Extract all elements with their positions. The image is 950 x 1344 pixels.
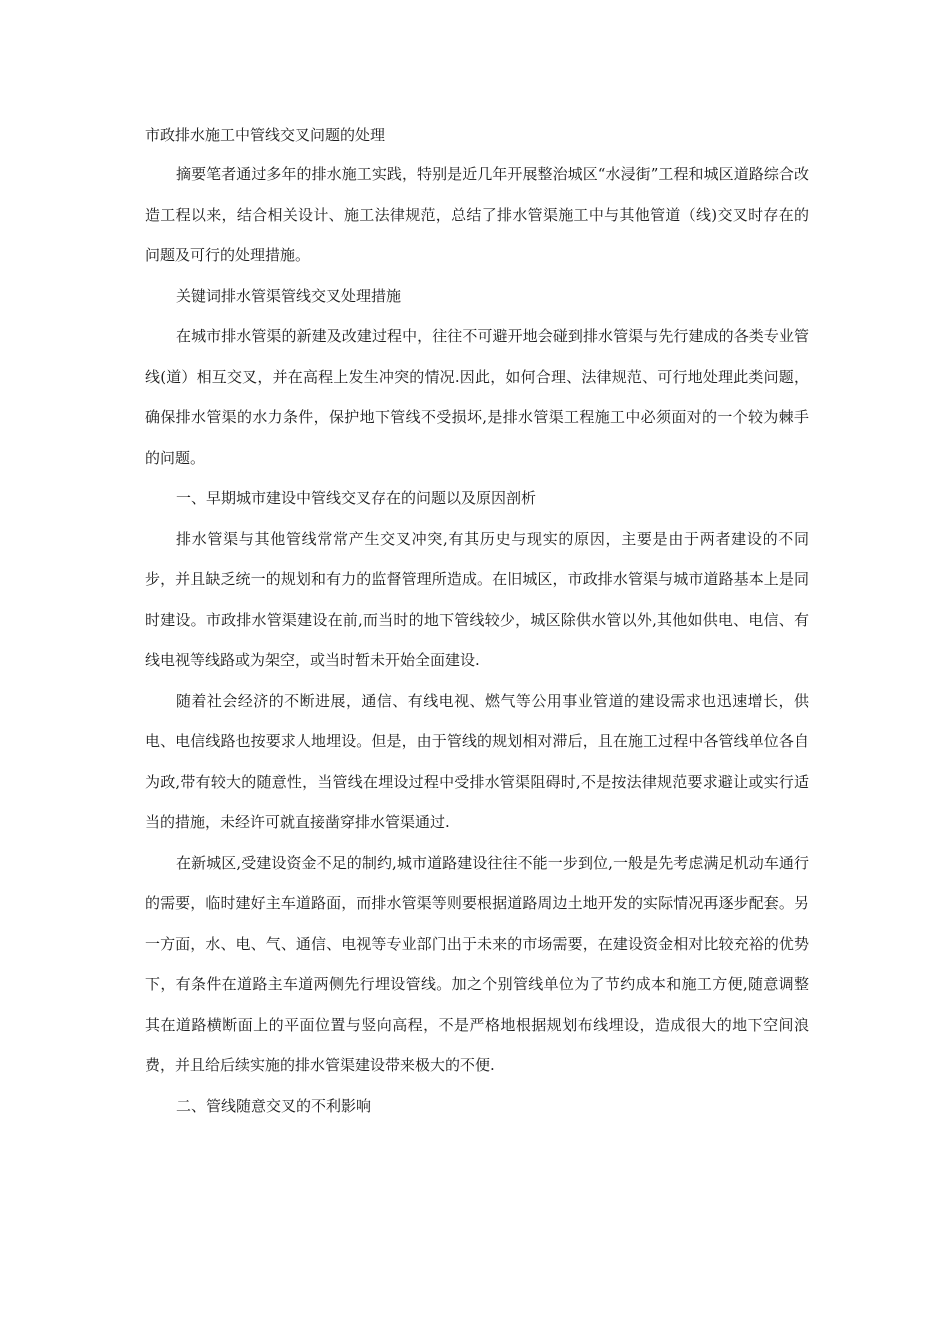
document-title: 市政排水施工中管线交叉问题的处理 — [145, 126, 386, 144]
keywords-paragraph: 关键词排水管渠管线交叉处理措施 — [176, 286, 402, 305]
abstract-paragraph: 摘要笔者通过多年的排水施工实践，特别是近几年开展整治城区“水浸街”工程和城区道路综合改造工程以来，结合相关设计、施工法律规范，总结了排水管渠施工中与其他管道（线)交叉时存在的问题及可行的处理措施。 — [145, 165, 809, 264]
document-page — [145, 122, 809, 1126]
section-1-paragraph-2: 随着社会经济的不断进展，通信、有线电视、燃气等公用事业管道的建设需求也迅速增长，供电、电信线路也按要求人地埋设。但是，由于管线的规划相对滞后，且在施工过程中各管线单位各自为政,带有较大的随意性，当管线在埋设过程中受排水管渠阻碍时,不是按法律规范要求避让或实行适当的措施，未经许可就直接凿穿排水管渠通过. — [145, 691, 809, 831]
section-2-heading: 二、管线随意交叉的不利影响 — [176, 1096, 372, 1115]
section-1-paragraph-1: 排水管渠与其他管线常常产生交叉冲突,有其历史与现实的原因，主要是由于两者建设的不同步，并且缺乏统一的规划和有力的监督管理所造成。在旧城区，市政排水管渠与城市道路基本上是同时建设。市政排水管渠建设在前,而当时的地下管线较少，城区除供水管以外,其他如供电、电信、有线电视等线路或为架空，或当时暂未开始全面建设. — [145, 529, 809, 669]
section-1-paragraph-3: 在新城区,受建设资金不足的制约,城市道路建设往往不能一步到位,一般是先考虑满足机动车通行的需要，临时建好主车道路面，而排水管渠等则要根据道路周边土地开发的实际情况再逐步配套。另一方面，水、电、气、通信、电视等专业部门出于未来的市场需要，在建设资金相对比较充裕的优势下，有条件在道路主车道两侧先行埋设管线。加之个别管线单位为了节约成本和施工方便,随意调整其在道路横断面上的平面位置与竖向高程，不是严格地根据规划布线埋设，造成很大的地下空间浪费，并且给后续实施的排水管渠建设带来极大的不便. — [145, 853, 809, 1074]
section-1-heading: 一、早期城市建设中管线交叉存在的问题以及原因剖析 — [176, 489, 537, 507]
intro-paragraph: 在城市排水管渠的新建及改建过程中，往往不可避开地会碰到排水管渠与先行建成的各类专业管线(道）相互交叉，并在高程上发生冲突的情况.因此，如何合理、法律规范、可行地处理此类问题，确保排水管渠的水力条件，保护地下管线不受损坏,是排水管渠工程施工中必须面对的一个较为棘手的问题。 — [145, 327, 809, 467]
